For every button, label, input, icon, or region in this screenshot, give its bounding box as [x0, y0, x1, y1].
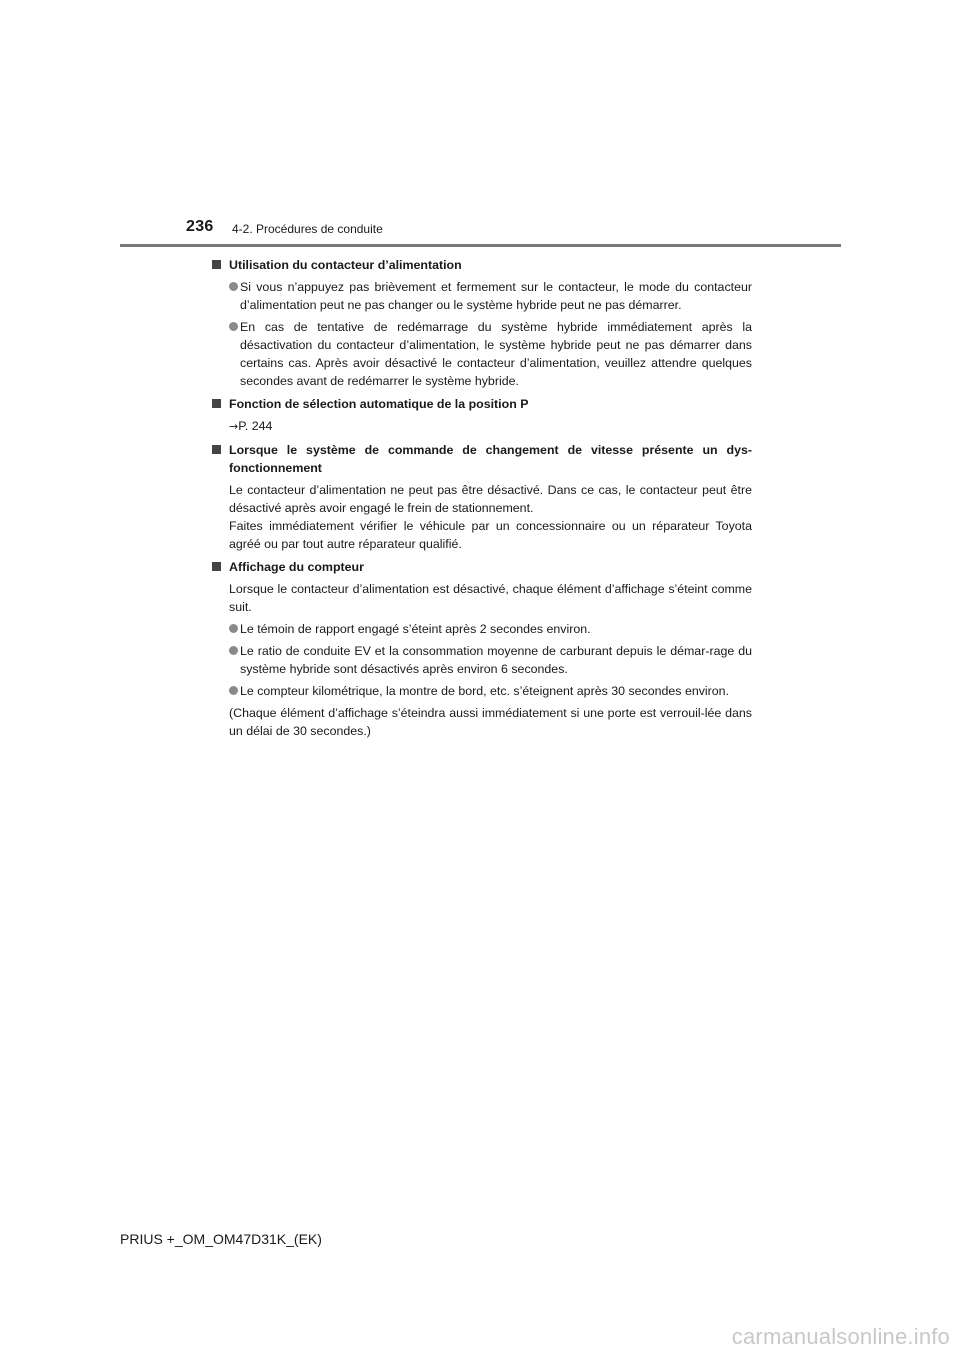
- section-heading: Utilisation du contacteur d’alimentation: [212, 256, 752, 274]
- square-bullet-icon: [212, 562, 221, 571]
- round-bullet-icon: [229, 322, 238, 331]
- list-item: Si vous n’appuyez pas brièvement et fermement sur le contacteur, le mode du contacteur d’alimentation peut ne pas changer ou le système hybride peut ne pas démarrer.: [229, 278, 752, 314]
- watermark-text: carmanualsonline.info: [731, 1324, 950, 1349]
- header-divider: [120, 244, 841, 247]
- square-bullet-icon: [212, 445, 221, 454]
- section-shift-malfunction: [212, 441, 752, 553]
- page-reference-link[interactable]: P. 244: [238, 419, 273, 433]
- list-item: Le compteur kilométrique, la montre de bord, etc. s’éteignent après 30 secondes environ.: [229, 682, 752, 700]
- section-heading: Fonction de sélection automatique de la position P: [212, 395, 752, 413]
- square-bullet-icon: [212, 260, 221, 269]
- paragraph: Le contacteur d’alimentation ne peut pas être désactivé. Dans ce cas, le contacteur peut être désactivé après avoir engagé le frein de stationnement.: [229, 483, 752, 515]
- section-heading: Affichage du compteur: [212, 558, 752, 576]
- arrow-right-icon: →: [229, 420, 239, 433]
- section-power-switch-use: [212, 256, 752, 390]
- document-code: PRIUS +_OM_OM47D31K_(EK): [120, 1231, 322, 1247]
- list-item: En cas de tentative de redémarrage du système hybride immédiatement après la désactivation du contacteur d’alimentation, le système hybride peut ne pas démarrer dans certains cas. Après avoir désactivé le contacteur d’alimentation, veuillez attendre quelques secondes avant de redémarrer le système hybride.: [229, 318, 752, 390]
- section-title: 4-2. Procédures de conduite: [232, 222, 383, 236]
- section-heading: Lorsque le système de commande de changement de vitesse présente un dys-fonctionnement: [212, 441, 752, 477]
- section-meter-display: [212, 558, 752, 740]
- square-bullet-icon: [212, 399, 221, 408]
- page-number: 236: [186, 218, 214, 235]
- round-bullet-icon: [229, 282, 238, 291]
- list-item: Le témoin de rapport engagé s’éteint après 2 secondes environ.: [229, 620, 752, 638]
- list-item: Le ratio de conduite EV et la consommation moyenne de carburant depuis le démar-rage du système hybride sont désactivés après environ 6 secondes.: [229, 642, 752, 678]
- round-bullet-icon: [229, 646, 238, 655]
- round-bullet-icon: [229, 624, 238, 633]
- note-paragraph: (Chaque élément d’affichage s’éteindra aussi immédiatement si une porte est verrouil-lée dans un délai de 30 secondes.): [229, 706, 752, 738]
- paragraph: Faites immédiatement vérifier le véhicule par un concessionnaire ou un réparateur Toyota agréé ou par tout autre réparateur qualifié.: [229, 519, 752, 551]
- round-bullet-icon: [229, 686, 238, 695]
- section-auto-p-position: [212, 395, 752, 436]
- page-reference[interactable]: [229, 417, 752, 436]
- paragraph: Lorsque le contacteur d’alimentation est désactivé, chaque élément d’affichage s’éteint comme suit.: [229, 582, 752, 614]
- page-content: [212, 256, 752, 745]
